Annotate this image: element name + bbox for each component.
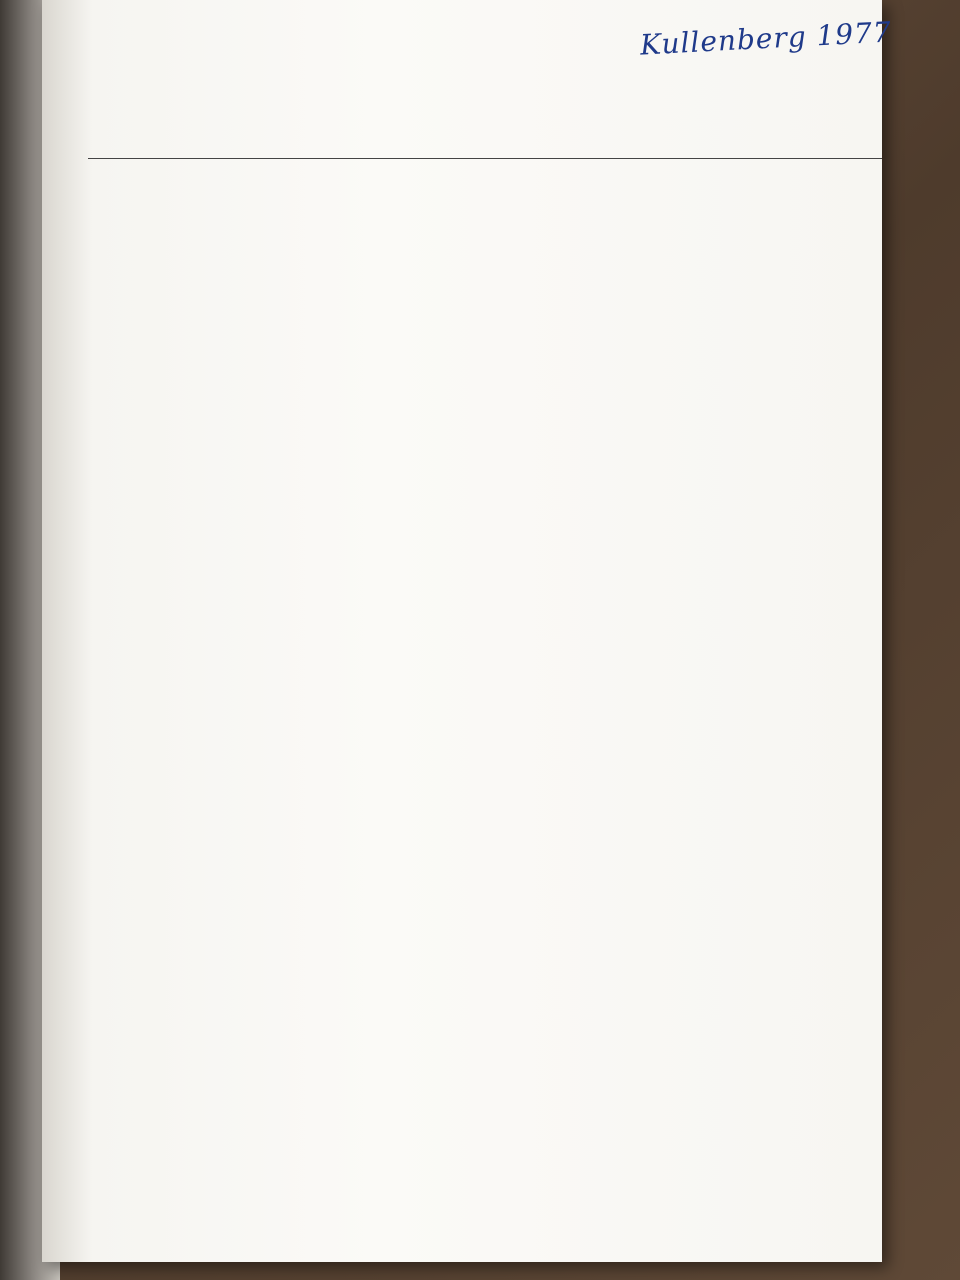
document-page — [42, 0, 882, 1262]
toc-left-column — [96, 252, 400, 266]
handwritten-signature: Kullenberg 1977 — [639, 15, 893, 62]
header-sid — [372, 252, 400, 260]
title-divider — [88, 158, 882, 159]
toc-right-column — [474, 271, 788, 281]
toc-header — [96, 252, 400, 260]
